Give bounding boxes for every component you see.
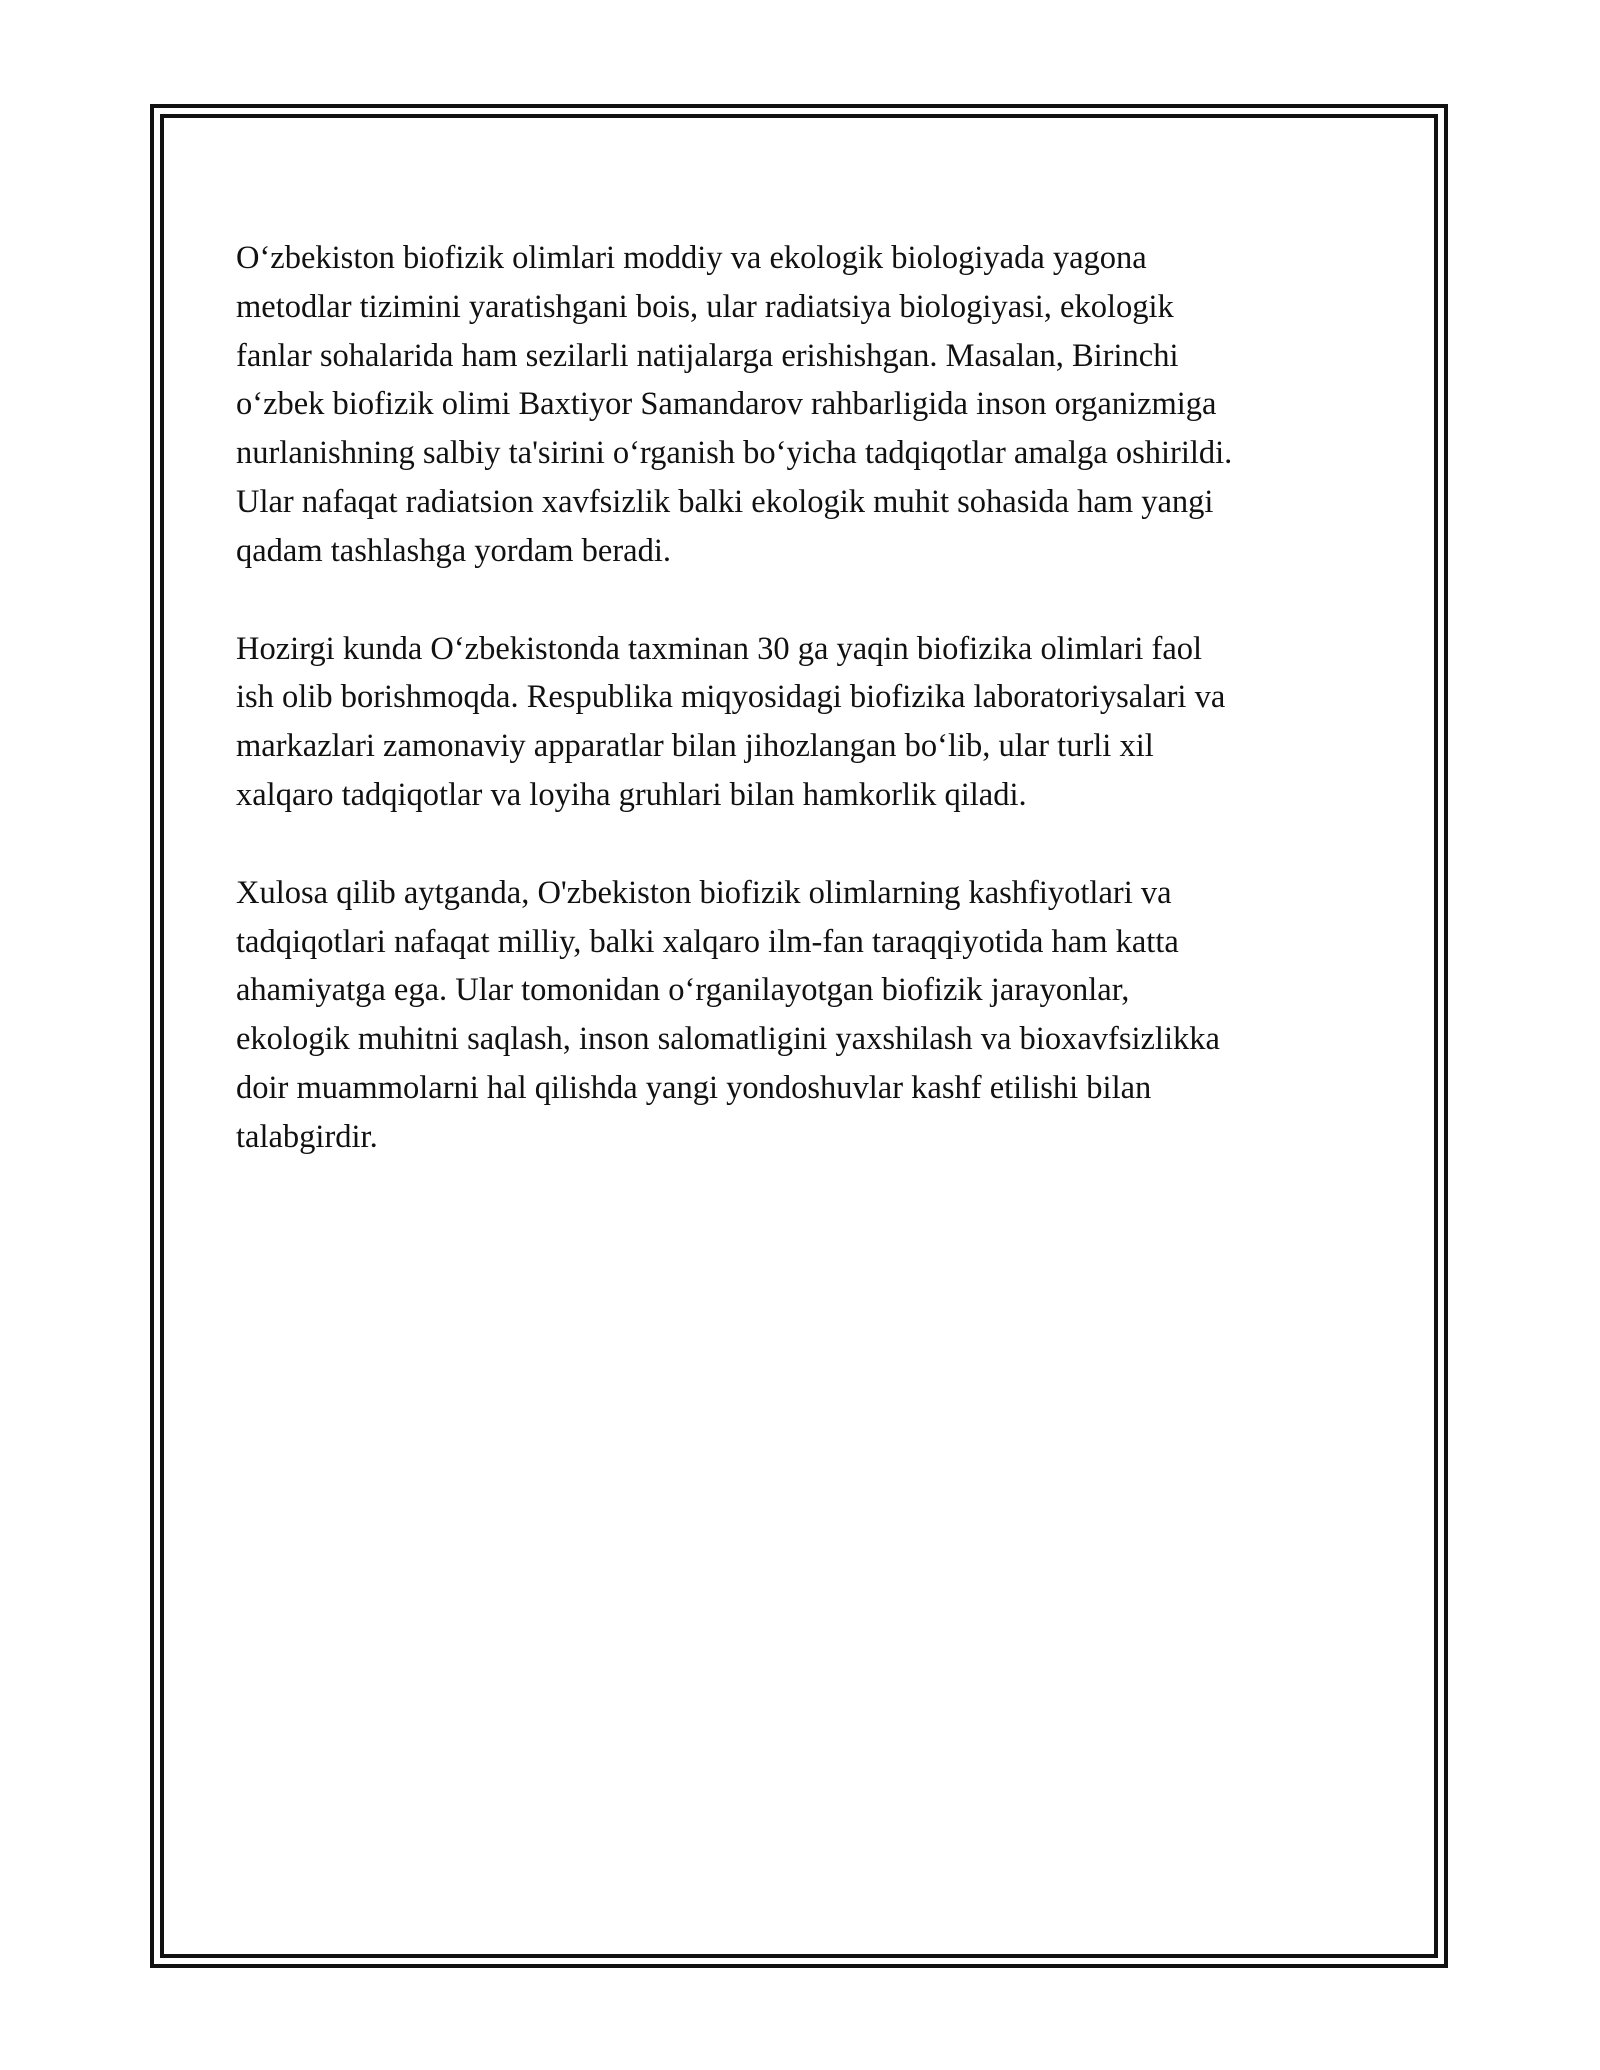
paragraph-line: talabgirdir. (236, 1118, 378, 1155)
paragraph-line: tadqiqotlari nafaqat milliy, balki xalqaro ilm-fan taraqqiyotida ham katta (236, 923, 1179, 960)
paragraph-line: ekologik muhitni saqlash, inson salomatligini yaxshilash va bioxavfsizlikka (236, 1021, 1220, 1058)
paragraph-line: doir muammolarni hal qilishda yangi yondoshuvlar kashf etilishi bilan (236, 1069, 1152, 1106)
paragraph-line: qadam tashlashga yordam beradi. (236, 532, 671, 569)
paragraph-line: ish olib borishmoqda. Respublika miqyosidagi biofizika laboratoriysalari va (236, 679, 1226, 716)
paragraph-line: Ular nafaqat radiatsion xavfsizlik balki ekologik muhit sohasida ham yangi (236, 483, 1214, 520)
paragraph-line: Xulosa qilib aytganda, O'zbekiston biofizik olimlarning kashfiyotlari va (236, 874, 1172, 911)
paragraph-line: o‘zbek biofizik olimi Baxtiyor Samandarov rahbarligida inson organizmiga (236, 386, 1217, 423)
paragraph-3 (236, 869, 1376, 1162)
paragraph-line: nurlanishning salbiy ta'sirini o‘rganish bo‘yicha tadqiqotlar amalga oshirildi. (236, 435, 1233, 472)
paragraph-line: ahamiyatga ega. Ular tomonidan o‘rganilayotgan biofizik jarayonlar, (236, 972, 1130, 1009)
document-body (236, 234, 1376, 1211)
paragraph-1 (236, 234, 1376, 576)
paragraph-line: fanlar sohalarida ham sezilarli natijalarga erishishgan. Masalan, Birinchi (236, 337, 1179, 374)
paragraph-line: metodlar tizimini yaratishgani bois, ular radiatsiya biologiyasi, ekologik (236, 288, 1174, 325)
paragraph-2 (236, 625, 1376, 820)
paragraph-line: Hozirgi kunda O‘zbekistonda taxminan 30 ga yaqin biofizika olimlari faol (236, 630, 1203, 667)
paragraph-line: O‘zbekiston biofizik olimlari moddiy va ekologik biologiyada yagona (236, 240, 1147, 276)
paragraph-line: xalqaro tadqiqotlar va loyiha gruhlari bilan hamkorlik qiladi. (236, 776, 1027, 813)
paragraph-line: markazlari zamonaviy apparatlar bilan jihozlangan bo‘lib, ular turli xil (236, 728, 1154, 765)
